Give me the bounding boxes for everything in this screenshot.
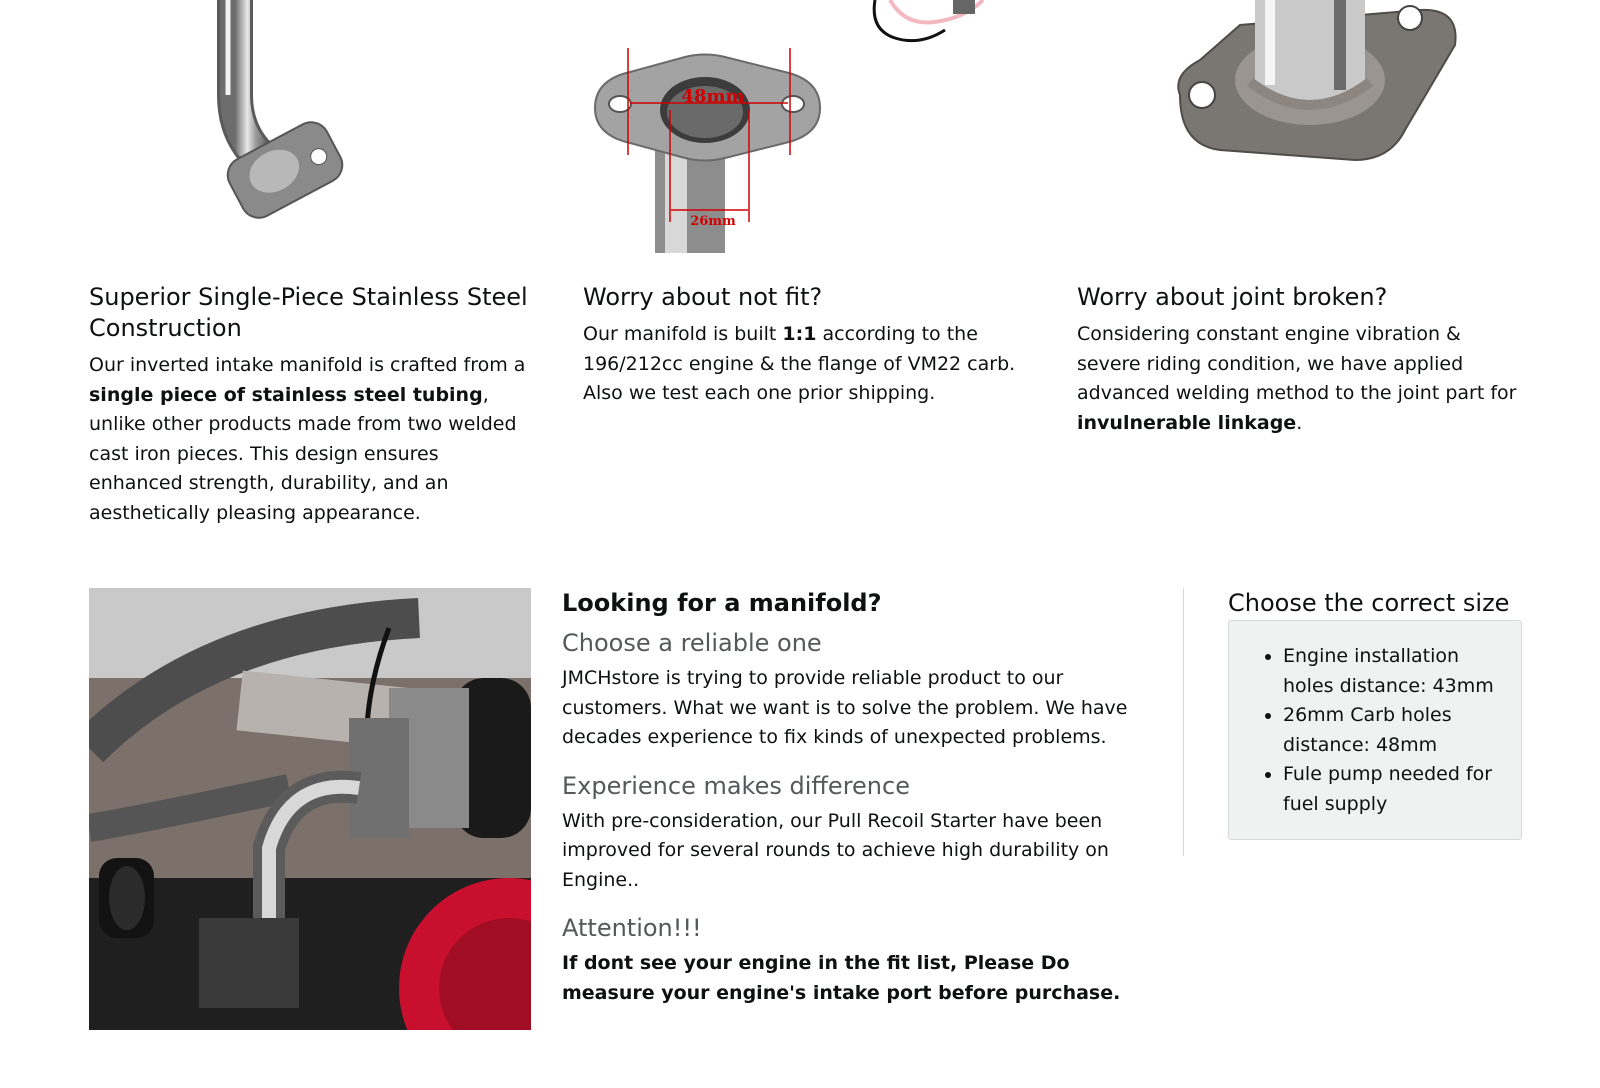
feature-title: Superior Single-Piece Stainless Steel Construction — [89, 283, 528, 342]
feature-body: Our inverted intake manifold is crafted from a single piece of stainless steel tubing, unlike other products made from two welded cast iron pieces. This design ensures enhanced strength, durability, and an aesthetically pleasing appearance. — [89, 354, 526, 524]
size-list-item: • Fule pump needed for fuel supply — [1283, 760, 1511, 819]
feature-body: Our manifold is built 1:1 according to the 196/212cc engine & the flange of VM22 carb. Also we test each one prior shipping. — [583, 323, 1016, 404]
carb-hose-partial-image — [865, 0, 1015, 48]
size-list — [1229, 621, 1521, 819]
product-image-bend — [110, 0, 470, 250]
info-column — [562, 588, 1162, 1008]
feature-title: Worry about joint broken? — [1077, 283, 1388, 311]
dimension-label-26mm: 26mm — [690, 214, 736, 229]
size-list-item: • Engine installation holes distance: 43mm — [1283, 642, 1511, 701]
feature-title: Worry about not fit? — [583, 283, 823, 311]
info-heading: Looking for a manifold? — [562, 589, 882, 617]
feature-column-construction — [89, 282, 529, 528]
info-subheading-reliable: Choose a reliable one — [562, 629, 822, 657]
feature-column-joint — [1077, 282, 1525, 438]
dimension-label-48mm: 48mm — [681, 86, 745, 107]
info-subheading-attention: Attention!!! — [562, 914, 702, 942]
info-text-reliable: JMCHstore is trying to provide reliable product to our customers. What we want is to solve the problem. We have decades experience to fix kinds of unexpected problems. — [562, 667, 1128, 748]
info-text-experience: With pre-consideration, our Pull Recoil Starter have been improved for several rounds to achieve high durability on Engine.. — [562, 809, 1109, 891]
product-image-weld-joint — [1160, 0, 1470, 170]
engine-carburetor-photo — [89, 588, 531, 1030]
size-panel-title: Choose the correct size — [1228, 589, 1510, 617]
size-list-item: • 26mm Carb holes distance: 48mm — [1283, 701, 1511, 760]
feature-column-fit — [583, 282, 1023, 409]
info-subheading-experience: Experience makes difference — [562, 771, 910, 800]
info-text-attention: If dont see your engine in the fit list, Please Do measure your engine's intake port before purchase. — [562, 952, 1121, 1004]
size-panel — [1228, 620, 1522, 840]
feature-body: Considering constant engine vibration & severe riding condition, we have applied advanced welding method to the joint part for invulnerable linkage. — [1077, 323, 1517, 434]
column-divider — [1183, 588, 1184, 856]
